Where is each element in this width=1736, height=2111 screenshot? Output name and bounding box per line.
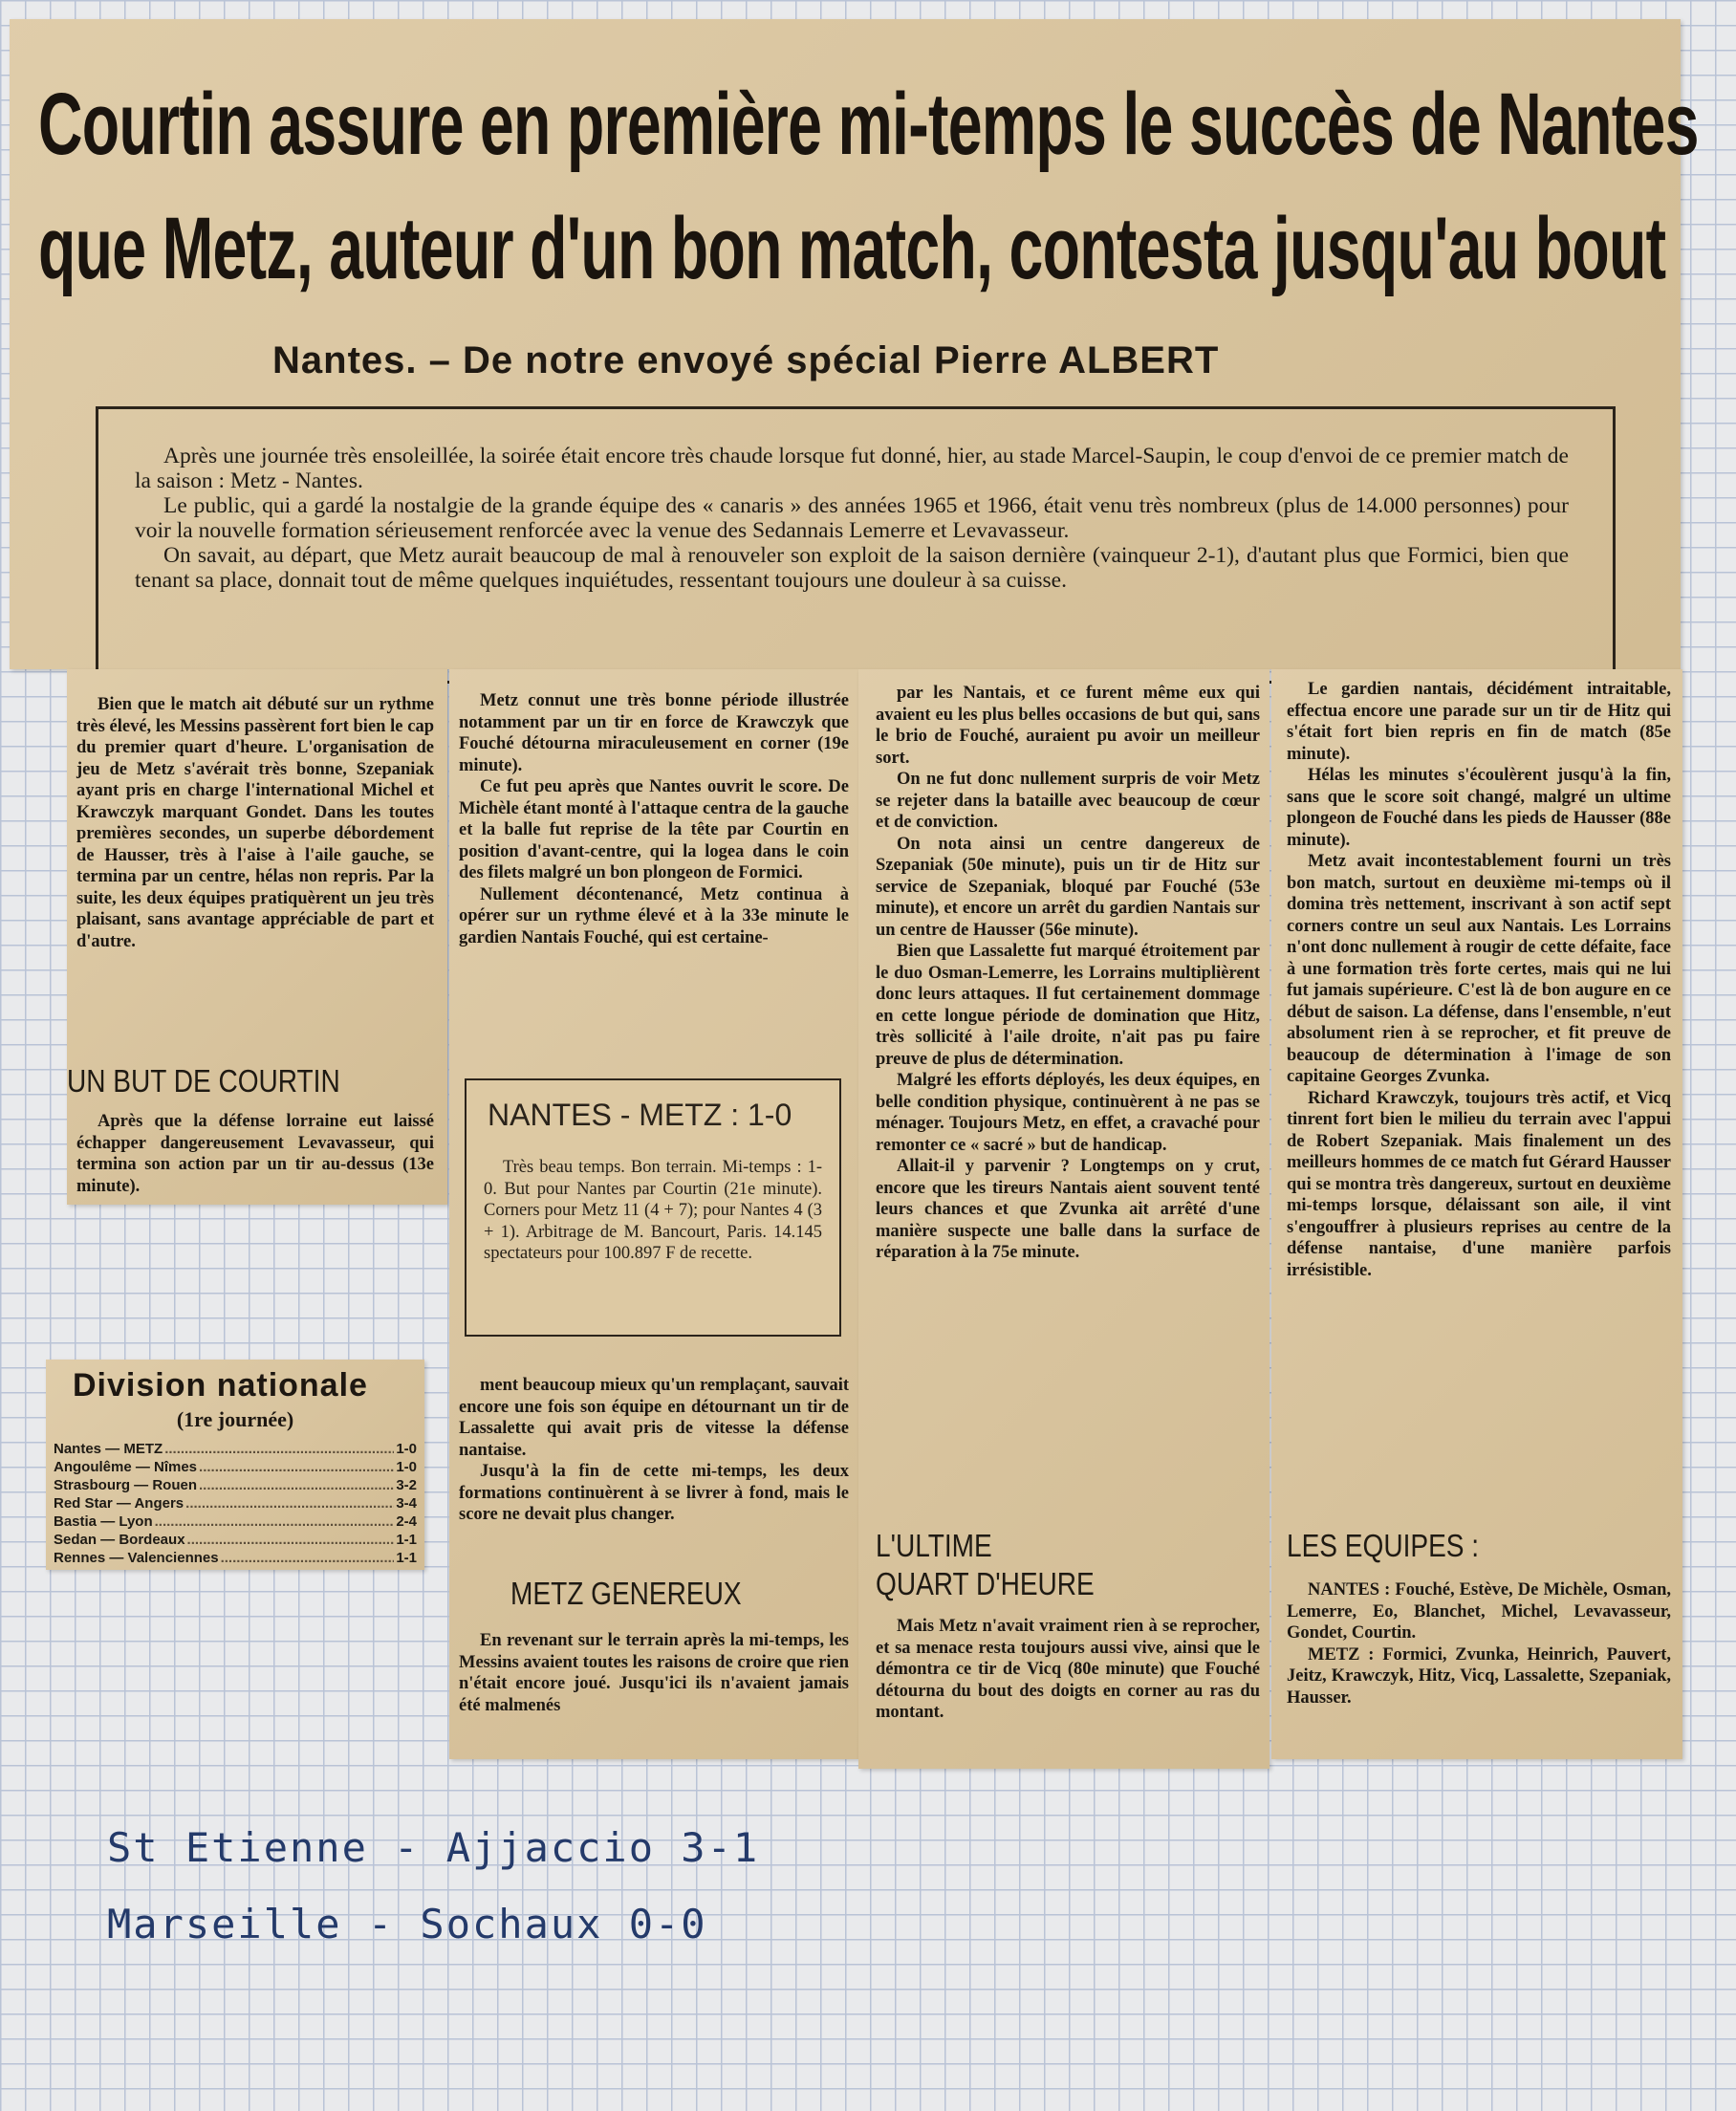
table-match: Bastia — Lyon bbox=[54, 1513, 153, 1530]
table-score: 1-1 bbox=[396, 1550, 417, 1566]
column-3-text-end bbox=[876, 1616, 1260, 1724]
table-score: 3-4 bbox=[396, 1495, 417, 1512]
column-2-text-bottom bbox=[459, 1375, 849, 1526]
table-score: 1-1 bbox=[396, 1532, 417, 1548]
subhead-ultime-line-2: QUART D'HEURE bbox=[876, 1566, 1095, 1601]
paragraph: On nota ainsi un centre dangereux de Szepaniak (50e minute), puis un tir de Hitz sur service de Szepaniak, bloqué par Fouché (53e minute), et encore un arrêt du gardien Nantais sur un centre de Hausser (56e minute). bbox=[876, 834, 1260, 940]
column-1-text bbox=[76, 694, 434, 952]
intro-paragraph: On savait, au départ, que Metz aurait beaucoup de mal à renouveler son exploit de la saison dernière (vainqueur 2-1), d'autant plus que Formici, bien que tenant sa place, donnait tout de même quelques inquiétudes, ressentant toujours une douleur à sa cuisse. bbox=[135, 543, 1569, 593]
paragraph: par les Nantais, et ce furent même eux qui avaient eu les plus belles occasions de but qui, sans le brio de Fouché, auraient pu avoir un meilleur sort. bbox=[876, 684, 1260, 768]
table-match: Sedan — Bordeaux bbox=[54, 1532, 185, 1548]
paragraph: En revenant sur le terrain après la mi-temps, les Messins avaient toutes les raisons de croire que rien n'était encore joué. Jusqu'ici ils n'avaient jamais été malmenés bbox=[459, 1631, 849, 1715]
table-match: Nantes — METZ bbox=[54, 1441, 163, 1457]
table-row bbox=[54, 1494, 417, 1513]
paragraph: Hélas les minutes s'écoulèrent jusqu'à la fin, sans que le score soit changé, malgré un ultime plongeon de Fouché dans les pieds de Hausser (88e minute). bbox=[1287, 766, 1671, 850]
table-score: 2-4 bbox=[396, 1513, 417, 1530]
subhead-metz-genereux: METZ GENEREUX bbox=[510, 1576, 742, 1611]
paragraph: Malgré les efforts déployés, les deux équipes, en belle condition physique, continuèrent à ne pas se ménager. Toujours Metz, en effet, a cravaché pour remonter ce « sacré » but de handicap. bbox=[876, 1071, 1260, 1155]
paragraph: ment beaucoup mieux qu'un remplaçant, sauvait encore une fois son équipe en détournant un tir de Lassalette qui avait pris de vitesse la défense nantaise. bbox=[459, 1376, 849, 1460]
subhead-ultime-line-1: L'ULTIME bbox=[876, 1528, 992, 1563]
table-score: 1-0 bbox=[396, 1459, 417, 1475]
intro-text bbox=[135, 444, 1569, 593]
match-summary-box bbox=[465, 1078, 841, 1337]
column-3-text bbox=[876, 683, 1260, 1264]
paragraph: Richard Krawczyk, toujours très actif, et Vicq tinrent fort bien le milieu du terrain avec l'appui de Robert Szepaniak. Mais finalement un des meilleurs hommes de ce match fut Gérard Hausser qui se montra très dangereux, surtout en deuxième mi-temps lorsque, délaissant son aile, il vint s'engouffrer à plusieurs reprises au centre de la défense nantaise, d'une manière parfois irrésistible. bbox=[1287, 1088, 1671, 1280]
table-match: Red Star — Angers bbox=[54, 1495, 184, 1512]
intro-paragraph: Après une journée très ensoleillée, la soirée était encore très chaude lorsque fut donné, hier, au stade Marcel-Saupin, le coup d'envoi de ce premier match de la saison : Metz - Nantes. bbox=[135, 444, 1569, 493]
table-score: 3-2 bbox=[396, 1477, 417, 1493]
subhead-un-but-de-courtin: UN BUT DE COURTIN bbox=[67, 1063, 340, 1099]
division-table-rows bbox=[54, 1440, 417, 1567]
paragraph: Jusqu'à la fin de cette mi-temps, les deux formations continuèrent à se livrer à fond, mais le score ne devait plus changer. bbox=[459, 1462, 849, 1524]
division-table-subtitle: (1re journée) bbox=[176, 1407, 294, 1431]
column-4-text bbox=[1287, 679, 1671, 1281]
column-4-clipping bbox=[1271, 669, 1682, 1759]
headline-line-1: Courtin assure en première mi-temps le succès de Nantes bbox=[38, 76, 1699, 173]
intro-box bbox=[96, 406, 1616, 684]
column-4-text-teams bbox=[1287, 1579, 1671, 1708]
column-2-text-top bbox=[459, 690, 849, 948]
column-3-clipping bbox=[858, 669, 1269, 1769]
paragraph: Bien que le match ait débuté sur un rythme très élevé, les Messins passèrent fort bien le cap du premier quart d'heure. L'organisation de jeu de Metz s'avérait très bonne, Szepaniak ayant pris en charge l'international Michel et Krawczyk marquant Gondet. Dans les toutes premières secondes, un superbe débordement de Hausser, très à l'aise à l'aile gauche, se termina par un centre, hélas non repris. Par la suite, les deux équipes pratiquèrent un jeu très plaisant, sans avantage appréciable de part et d'autre. bbox=[76, 695, 434, 951]
paragraph: Très beau temps. Bon terrain. Mi-temps : 1-0. But pour Nantes par Courtin (21e minute). Corners pour Metz 11 (4 + 7); pour Nantes 4 (3 + 1). Arbitrage de M. Bancourt, Paris. 14.145 spectateurs pour 100.897 F de recette. bbox=[484, 1158, 822, 1263]
table-row bbox=[54, 1440, 417, 1458]
table-match: Rennes — Valenciennes bbox=[54, 1550, 219, 1566]
paragraph: Bien que Lassalette fut marqué étroitement par le duo Osman-Lemerre, les Lorrains multiplièrent donc leurs attaques. Il fut certainement dommage en cette longue période de domination que Hitz, très sollicité à l'aile droite, n'ait pas pu faire preuve de plus de détermination. bbox=[876, 942, 1260, 1069]
match-summary-text bbox=[484, 1157, 822, 1265]
paragraph: Ce fut peu après que Nantes ouvrit le score. De Michèle étant monté à l'attaque centra de la gauche et la balle fut reprise de la tête par Courtin en position d'avant-centre, qui la logea dans le coin des filets malgré un bon plongeon de Formici. bbox=[459, 777, 849, 882]
paragraph: Le gardien nantais, décidément intraitable, effectua encore une parade sur un tir de Hitz qui s'était fort bien repris en fin de match (85e minute). bbox=[1287, 680, 1671, 764]
subhead-les-equipes: LES EQUIPES : bbox=[1287, 1528, 1480, 1563]
table-row bbox=[54, 1549, 417, 1567]
paragraph: METZ : Formici, Zvunka, Heinrich, Pauvert, Jeitz, Krawczyk, Hitz, Vicq, Lassalette, Szepaniak, Hausser. bbox=[1287, 1644, 1671, 1708]
table-row bbox=[54, 1458, 417, 1476]
division-table-title: Division nationale bbox=[73, 1367, 368, 1404]
paragraph: Nullement décontenancé, Metz continua à opérer sur un rythme élevé et à la 33e minute le gardien Nantais Fouché, qui est certaine- bbox=[459, 884, 849, 947]
table-match: Angoulême — Nîmes bbox=[54, 1459, 198, 1475]
byline: Nantes. – De notre envoyé spécial Pierre ALBERT bbox=[272, 339, 1220, 381]
intro-paragraph: Le public, qui a gardé la nostalgie de la grande équipe des « canaris » des années 1965 et 1966, était venu très nombreux (plus de 14.000 personnes) pour voir la nouvelle formation sérieusement renforcée avec la venue des Sedannais Lemerre et Levavasseur. bbox=[135, 493, 1569, 543]
division-table-clipping bbox=[46, 1360, 424, 1570]
table-row bbox=[54, 1476, 417, 1494]
handwritten-result-1: St Etienne - Ajjaccio 3-1 bbox=[107, 1824, 760, 1871]
paragraph: On ne fut donc nullement surpris de voir Metz se rejeter dans la bataille avec beaucoup de cœur et de conviction. bbox=[876, 770, 1260, 832]
table-score: 1-0 bbox=[396, 1441, 417, 1457]
column-1-text-2 bbox=[76, 1111, 434, 1197]
paragraph: Mais Metz n'avait vraiment rien à se reprocher, et sa menace resta toujours aussi vive, ainsi que le démontra ce tir de Vicq (80e minute) que Fouché détourna du bout des doigts en corner au ras du montant. bbox=[876, 1617, 1260, 1722]
paragraph: Metz avait incontestablement fourni un très bon match, surtout en deuxième mi-temps où il domina très nettement, inscrivant à son actif sept corners contre un seul aux Nantais. Les Lorrains n'ont donc nullement à rougir de cette défaite, face à une formation très forte certes, mais qui ne lui fut jamais supérieure. C'est là de bon augure en ce début de saison. La défense, dans l'ensemble, n'eut absolument rien à se reprocher, et fit preuve de beaucoup de détermination à l'image de son capitaine Georges Zvunka. bbox=[1287, 852, 1671, 1086]
paragraph: NANTES : Fouché, Estève, De Michèle, Osman, Lemerre, Eo, Blanchet, Michel, Levavasseur, Gondet, Courtin. bbox=[1287, 1580, 1671, 1643]
column-1-clipping bbox=[67, 669, 447, 1205]
table-match: Strasbourg — Rouen bbox=[54, 1477, 198, 1493]
headline-clipping bbox=[10, 19, 1699, 669]
paragraph: Metz connut une très bonne période illustrée notamment par un tir en force de Krawczyk que Fouché détourna miraculeusement en corner (19e minute). bbox=[459, 691, 849, 775]
table-row bbox=[54, 1531, 417, 1549]
headline-line-2: que Metz, auteur d'un bon match, contesta jusqu'au bout bbox=[38, 200, 1666, 297]
handwritten-result-2: Marseille - Sochaux 0-0 bbox=[107, 1901, 707, 1948]
match-score-title: NANTES - METZ : 1-0 bbox=[488, 1098, 792, 1132]
table-row bbox=[54, 1513, 417, 1531]
column-2-text-end bbox=[459, 1630, 849, 1716]
paragraph: Allait-il y parvenir ? Longtemps on y crut, encore que les tireurs Nantais aient souvent tenté leurs chances et que Zvunka ait arrêté d'une manière suspecte une balle dans la surface de réparation à la 75e minute. bbox=[876, 1157, 1260, 1262]
paragraph: Après que la défense lorraine eut laissé échapper dangereusement Levavasseur, qui termina son action par un tir au-dessus (13e minute). bbox=[76, 1112, 434, 1196]
